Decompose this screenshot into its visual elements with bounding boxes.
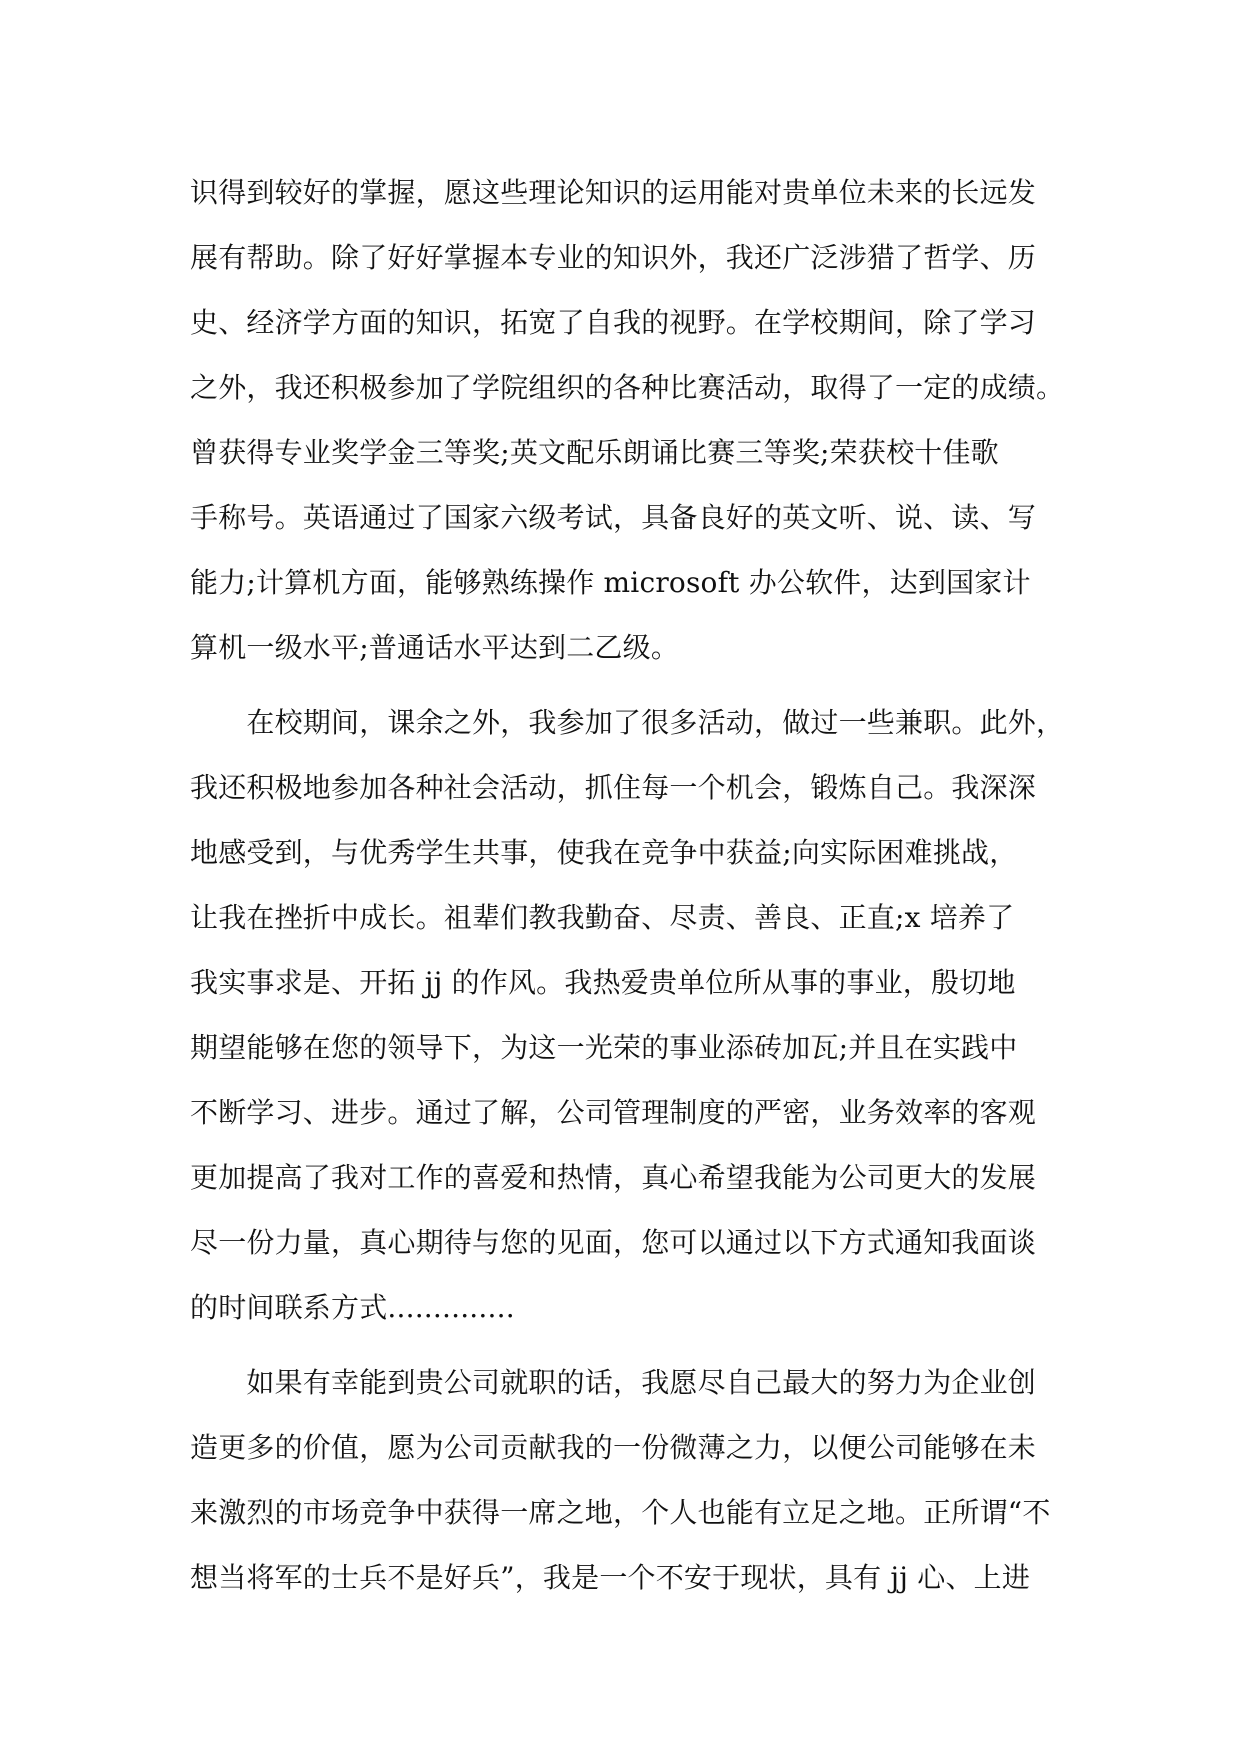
text-line: 在校期间，课余之外，我参加了很多活动，做过一些兼职。此外，: [190, 706, 1065, 739]
paragraph-1: [190, 160, 1070, 680]
text-line: 不断学习、进步。通过了解，公司管理制度的严密，业务效率的客观: [190, 1096, 1037, 1129]
text-line: 地感受到，与优秀学生共事，使我在竞争中获益;向实际困难挑战，: [190, 836, 1018, 869]
text-line: 如果有幸能到贵公司就职的话，我愿尽自己最大的努力为企业创: [190, 1366, 1037, 1399]
paragraph-3: [190, 1350, 1070, 1610]
text-line: 我还积极地参加各种社会活动，抓住每一个机会，锻炼自己。我深深: [190, 771, 1037, 804]
paragraph-gap: [190, 680, 1070, 690]
text-line: 算机一级水平;普通话水平达到二乙级。: [190, 631, 680, 664]
body-text: [190, 160, 1070, 1610]
text-line: 能力;计算机方面，能够熟练操作 microsoft 办公软件，达到国家计: [190, 566, 1031, 599]
text-line: 尽一份力量，真心期待与您的见面，您可以通过以下方式通知我面谈: [190, 1226, 1037, 1259]
text-line: 曾获得专业奖学金三等奖;英文配乐朗诵比赛三等奖;荣获校十佳歌: [190, 436, 999, 469]
text-line: 识得到较好的掌握，愿这些理论知识的运用能对贵单位未来的长远发: [190, 176, 1037, 209]
text-line: 造更多的价值，愿为公司贡献我的一份微薄之力，以便公司能够在未: [190, 1431, 1037, 1464]
paragraph-2: [190, 690, 1070, 1340]
text-line: 想当将军的士兵不是好兵”，我是一个不安于现状，具有 jj 心、上进: [190, 1561, 1031, 1594]
text-line: 更加提高了我对工作的喜爱和热情，真心希望我能为公司更大的发展: [190, 1161, 1037, 1194]
text-line: 我实事求是、开拓 jj 的作风。我热爱贵单位所从事的事业，殷切地: [190, 966, 1016, 999]
paragraph-gap: [190, 1340, 1070, 1350]
text-line: 史、经济学方面的知识，拓宽了自我的视野。在学校期间，除了学习: [190, 306, 1037, 339]
text-line: 的时间联系方式..............: [190, 1291, 515, 1324]
text-line: 期望能够在您的领导下，为这一光荣的事业添砖加瓦;并且在实践中: [190, 1031, 1018, 1064]
text-line: 之外，我还积极参加了学院组织的各种比赛活动，取得了一定的成绩。: [190, 371, 1065, 404]
text-line: 来激烈的市场竞争中获得一席之地，个人也能有立足之地。正所谓“不: [190, 1496, 1051, 1529]
text-line: 手称号。英语通过了国家六级考试，具备良好的英文听、说、读、写: [190, 501, 1037, 534]
text-line: 展有帮助。除了好好掌握本专业的知识外，我还广泛涉猎了哲学、历: [190, 241, 1037, 274]
text-line: 让我在挫折中成长。祖辈们教我勤奋、尽责、善良、正直;x 培养了: [190, 901, 1015, 934]
